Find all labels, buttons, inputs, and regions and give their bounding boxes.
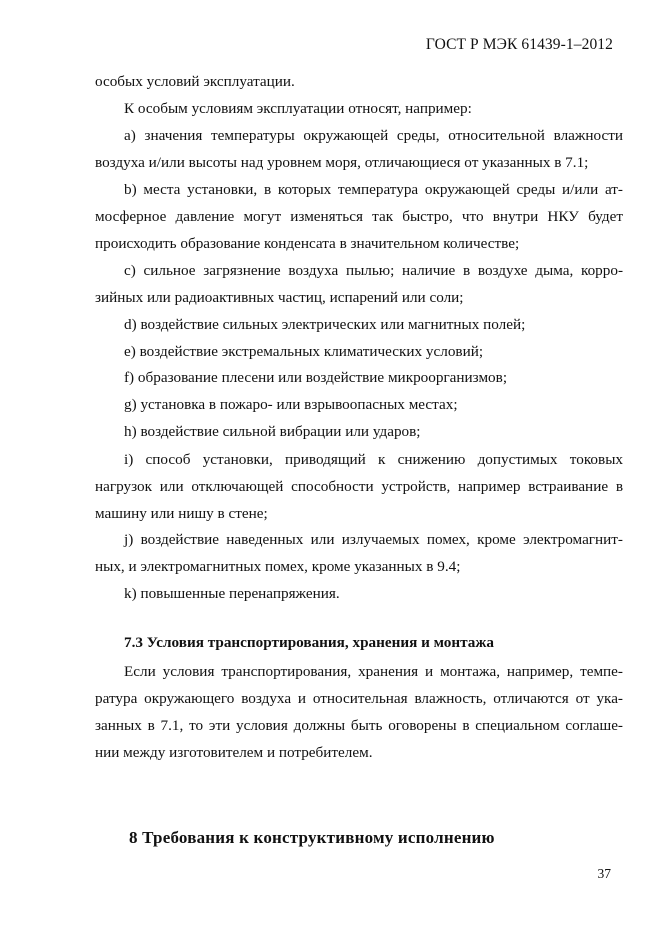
list-item-c: c) сильное загрязнение воздуха пылью; наличие в воздухе дыма, корро-	[124, 262, 623, 279]
text-line: ных, и электромагнитных помех, кроме указанных в 9.4;	[95, 558, 461, 575]
text-line: происходить образование конденсата в значительном количестве;	[95, 235, 520, 252]
list-item-h: h) воздействие сильной вибрации или ударов;	[124, 423, 421, 440]
list-item-i: i) способ установки, приводящий к снижению допустимых токовых	[124, 451, 623, 468]
list-item-b: b) места установки, в которых температура окружающей среды и/или ат-	[124, 181, 623, 198]
list-item-e: e) воздействие экстремальных климатических условий;	[124, 343, 484, 360]
list-item-f: f) образование плесени или воздействие микроорганизмов;	[124, 369, 508, 386]
list-item-g: g) установка в пожаро- или взрывоопасных местах;	[124, 396, 458, 413]
text-line: нагрузок или отключающей способности устройств, например встраивание в	[95, 478, 623, 495]
text-line: ратура окружающего воздуха и относительная влажность, отличаются от ука-	[95, 690, 623, 707]
text-line: воздуха и/или высоты над уровнем моря, отличающиеся от указанных в 7.1;	[95, 154, 589, 171]
list-item-a: a) значения температуры окружающей среды, относительной влажности	[124, 127, 623, 144]
text-line: особых условий эксплуатации.	[95, 73, 295, 90]
text-line: нии между изготовителем и потребителем.	[95, 744, 373, 761]
text-line: машину или нишу в стене;	[95, 505, 268, 522]
subsection-heading: 7.3 Условия транспортирования, хранения и монтажа	[124, 634, 495, 651]
list-item-k: k) повышенные перенапряжения.	[124, 585, 340, 602]
document-code-header: ГОСТ Р МЭК 61439-1–2012	[425, 36, 613, 53]
text-line: зийных или радиоактивных частиц, испарений или соли;	[95, 289, 464, 306]
list-item-j: j) воздействие наведенных или излучаемых помех, кроме электромагнит-	[124, 531, 623, 548]
list-item-d: d) воздействие сильных электрических или магнитных полей;	[124, 316, 526, 333]
section-heading: 8 Требования к конструктивному исполнению	[129, 828, 495, 847]
text-line: К особым условиям эксплуатации относят, например:	[124, 100, 472, 117]
page-number: 37	[597, 866, 611, 881]
text-line: занных в 7.1, то эти условия должны быть оговорены в специальном соглаше-	[95, 717, 623, 734]
text-line: мосферное давление могут изменяться так быстро, что внутри НКУ будет	[95, 208, 623, 225]
text-line: Если условия транспортирования, хранения и монтажа, например, темпе-	[124, 663, 623, 680]
